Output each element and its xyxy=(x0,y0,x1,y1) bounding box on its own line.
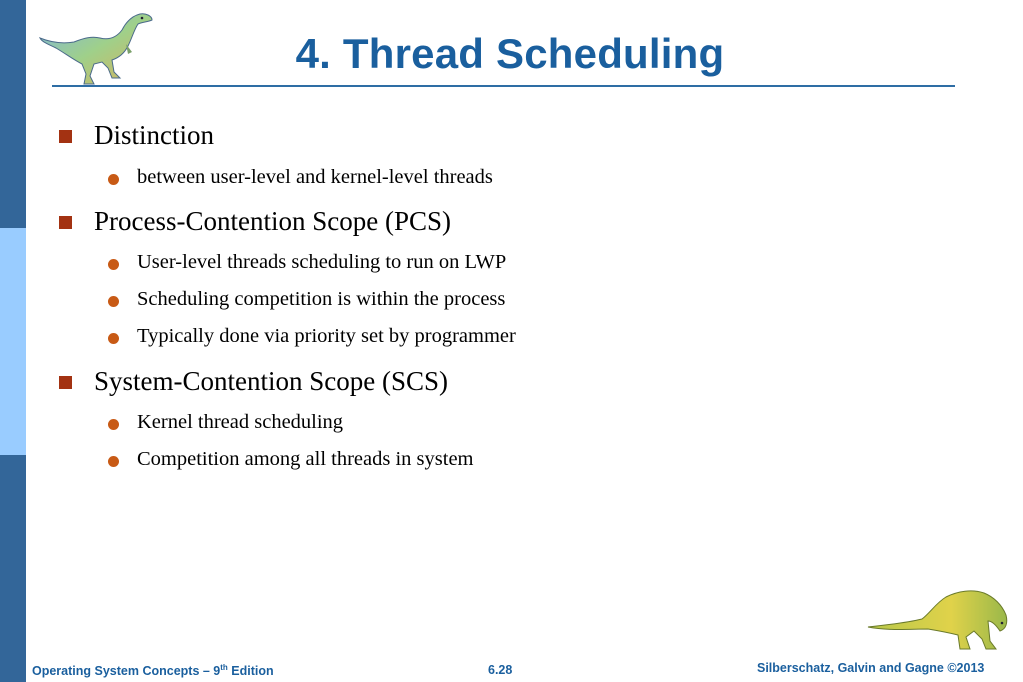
bullet-distinction xyxy=(94,120,214,151)
sub-bullet xyxy=(137,251,506,274)
sidebar-band-middle xyxy=(0,228,26,455)
sub-bullet xyxy=(137,325,516,348)
dinosaur-icon xyxy=(866,585,1016,655)
sidebar-band-bottom xyxy=(0,455,26,682)
square-bullet-icon xyxy=(59,216,72,229)
sub-bullet-text: Kernel thread scheduling xyxy=(137,411,344,433)
dot-bullet-icon xyxy=(108,333,119,344)
square-bullet-icon xyxy=(59,376,72,389)
sub-bullet xyxy=(137,166,493,189)
bullet-scs xyxy=(94,366,448,397)
bullet-pcs xyxy=(94,206,451,237)
dot-bullet-icon xyxy=(108,456,119,467)
footer-book-prefix: Operating System Concepts – 9 xyxy=(32,664,221,678)
sub-bullet xyxy=(137,448,474,471)
sub-bullet-text: Scheduling competition is within the process xyxy=(137,288,506,310)
bullet-text: System-Contention Scope (SCS) xyxy=(94,366,449,396)
footer-copyright: Silberschatz, Galvin and Gagne ©2013 xyxy=(757,661,985,675)
sub-bullet-text: between user-level and kernel-level threads xyxy=(137,166,493,188)
bullet-text: Process-Contention Scope (PCS) xyxy=(94,206,451,236)
sidebar-band-top xyxy=(0,0,26,228)
footer-book-suffix: Edition xyxy=(227,664,274,678)
sub-bullet-text: Typically done via priority set by programmer xyxy=(137,325,516,347)
footer-edition-sup: th xyxy=(220,663,228,672)
dot-bullet-icon xyxy=(108,174,119,185)
page-title: 4. Thread Scheduling xyxy=(295,30,725,77)
dot-bullet-icon xyxy=(108,419,119,430)
dinosaur-icon xyxy=(36,8,156,86)
title-divider xyxy=(52,85,955,87)
footer-book-title xyxy=(32,663,274,678)
sub-bullet-text: Competition among all threads in system xyxy=(137,448,474,470)
footer-page-number: 6.28 xyxy=(488,663,513,677)
sub-bullet xyxy=(137,288,505,311)
bullet-text: Distinction xyxy=(94,120,214,150)
square-bullet-icon xyxy=(59,130,72,143)
dot-bullet-icon xyxy=(108,259,119,270)
sub-bullet-text: User-level threads scheduling to run on LWP xyxy=(137,251,507,273)
sub-bullet xyxy=(137,411,343,434)
dot-bullet-icon xyxy=(108,296,119,307)
